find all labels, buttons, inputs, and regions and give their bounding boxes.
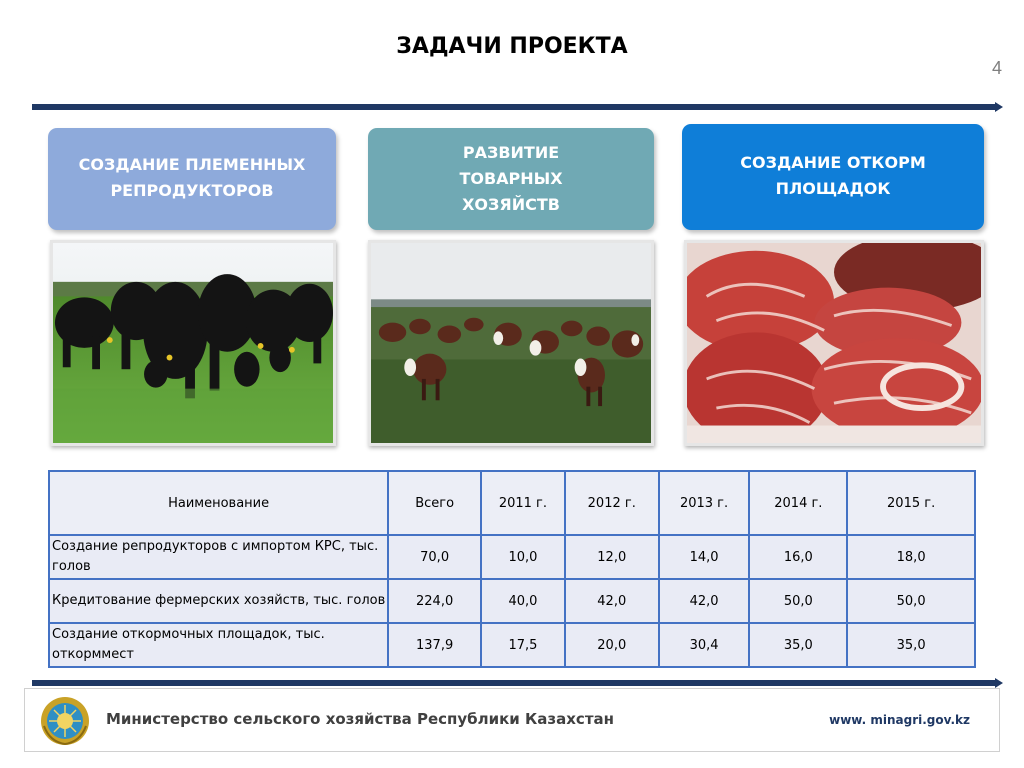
table-cell: 12,0 [565,535,659,579]
column-header: Всего [388,471,481,535]
table-cell: 40,0 [481,579,565,623]
column-header: 2012 г. [565,471,659,535]
table-cell: 16,0 [749,535,847,579]
table-cell: 35,0 [847,623,975,667]
table-cell: 35,0 [749,623,847,667]
table-cell: 224,0 [388,579,481,623]
beef-photo [684,240,984,446]
task-card-breeding: СОЗДАНИЕ ПЛЕМЕННЫХ РЕПРОДУКТОРОВ [48,128,336,230]
row-name: Создание репродукторов с импортом КРС, тыс. голов [49,535,388,579]
table-cell: 14,0 [659,535,750,579]
table-cell: 30,4 [659,623,750,667]
table-cell: 50,0 [749,579,847,623]
task-card-commercial-farms: РАЗВИТИЕ ТОВАРНЫХ ХОЗЯЙСТВ [368,128,654,230]
table-header-row [49,471,975,535]
row-name: Кредитование фермерских хозяйств, тыс. голов [49,579,388,623]
table-row [49,579,975,623]
table-cell: 20,0 [565,623,659,667]
column-header: 2014 г. [749,471,847,535]
slide-title: ЗАДАЧИ ПРОЕКТА [396,34,628,59]
top-divider [32,104,998,110]
table-row [49,623,975,667]
table-cell: 70,0 [388,535,481,579]
website-link[interactable]: www. minagri.gov.kz [829,713,970,727]
table-cell: 17,5 [481,623,565,667]
row-name: Создание откормочных площадок, тыс. откорммест‌ [49,623,388,667]
table-cell: 10,0 [481,535,565,579]
project-plan-table [48,470,976,668]
black-cattle-photo [50,240,336,446]
table-cell: 137,9 [388,623,481,667]
table-cell: 50,0 [847,579,975,623]
state-emblem-icon [40,696,90,746]
column-header: 2013 г. [659,471,750,535]
bottom-divider [32,680,998,686]
ministry-name: Министерство сельского хозяйства Республики Казахстан [106,710,615,728]
column-header: 2015 г. [847,471,975,535]
column-header: Наименование [49,471,388,535]
table-cell: 42,0 [565,579,659,623]
commercial-herd-photo [368,240,654,446]
column-header: 2011 г. [481,471,565,535]
table-cell: 18,0 [847,535,975,579]
page-number: 4 [991,58,1002,78]
table-row [49,535,975,579]
table-cell: 42,0 [659,579,750,623]
task-card-feedlots: СОЗДАНИЕ ОТКОРМ ПЛОЩАДОК [682,124,984,230]
